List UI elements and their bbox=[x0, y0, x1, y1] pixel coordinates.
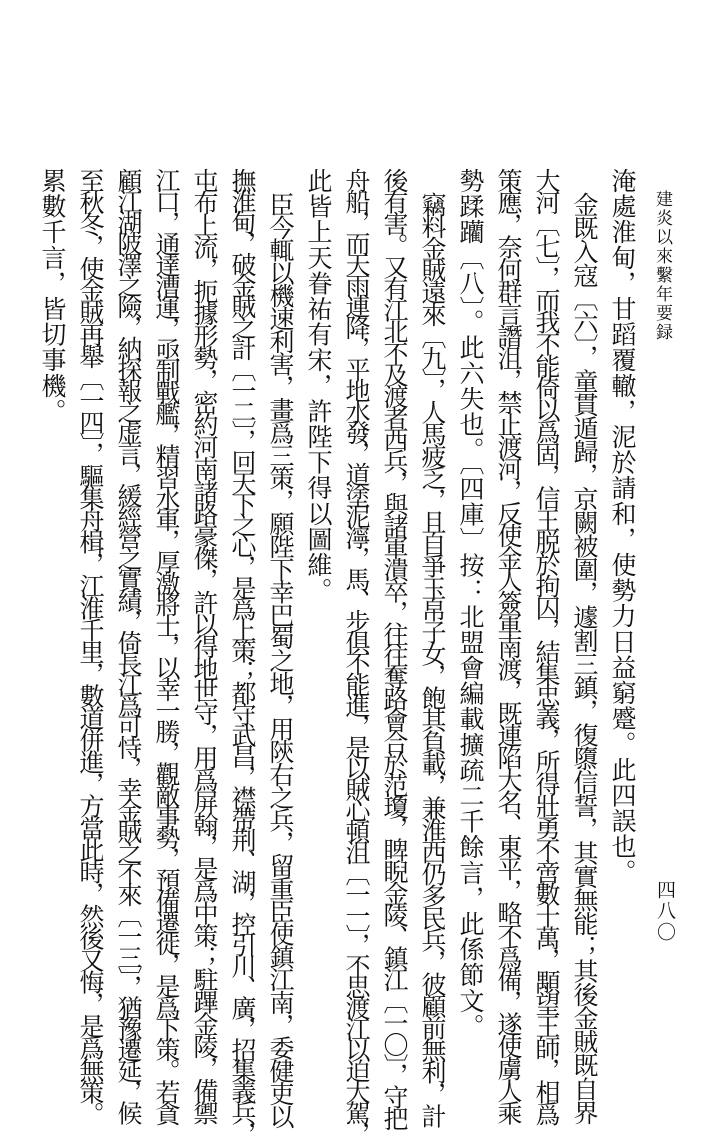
text-column: 至秋冬，使金賊再舉〔一四〕，驅集舟楫，江淮千里，數道併進，方當此時，然後又悔，是爲無策。 bbox=[76, 168, 105, 1124]
text-column: 竊料金賊遠來〔九〕，人馬疲乏，且自爭玉帛子女，飽其負載，兼淮西仍多民兵，彼顧前無利，計 bbox=[418, 192, 447, 1126]
page-number: 四八〇 bbox=[654, 880, 676, 943]
text-column: 大河〔七〕，而我不能倚以爲固，信王脱於拘囚，結集忠義，所得壯勇不啻數十萬，顒望王師，相爲 bbox=[532, 168, 561, 1124]
text-column: 策應，奈何群言譖沮，禁止渡河，反使金人簽軍南渡，既連陷大名、東平，略不爲備，遂使虜人乘 bbox=[494, 168, 523, 1123]
text-column: 江口，通達漕運，亟制戰艦，精習水軍，厚激將士，以幸一勝，觀敵事勢，預備遷徙，是爲下策。若貪 bbox=[152, 168, 181, 1123]
text-column: 此皆上天眷祐有宋，許陛下得以圖維。 bbox=[304, 168, 333, 604]
text-column: 撫淮甸，破金賊之計〔一二〕，回天下之心，是爲上策；都守武昌，襟帶荆、湖，控引川、廣，招集義兵， bbox=[228, 168, 257, 1143]
text-column: 臣今輒以機速利害，畫爲三策，願陛下幸巴蜀之地，用陝右之兵，留重臣使鎮江南，委健吏以 bbox=[266, 192, 295, 1127]
text-column: 淹處淮甸，甘蹈覆轍，泥於請和，使勢力日益窮蹙。此四誤也。 bbox=[608, 168, 637, 885]
text-column: 後有害。又有江北不及渡者西兵，與諸軍潰卒，往往奪路會合於范瓊，睥睨金陵、鎮江〔一〇〕，守把 bbox=[380, 168, 409, 1128]
text-column: 金既入寇〔六〕，童貫遁歸，京闕被圍，遽割三鎮，復隳信誓，其實無能；其後金賊既自界 bbox=[570, 192, 599, 1124]
text-column: 顧江湖陂澤之險，納探報之虚言，緩經營之實績，倚長江爲可恃，幸金賊之不來〔一三〕，猶豫遷延，候 bbox=[114, 168, 143, 1122]
text-column: 累數千言，皆切事機。 bbox=[38, 168, 67, 424]
text-column: 屯布上流，扼據形勢，密約河南諸路豪傑，許以得地世守，用爲屏翰，是爲中策；駐蹕金陵，備禦 bbox=[190, 168, 219, 1123]
text-column: 勢蹂躪〔八〕。此六失也。〔四庫〕按：北盟會編載擴疏二千餘言，此係節文。 bbox=[456, 168, 485, 1039]
running-header-title: 建炎以來繫年要録 bbox=[652, 190, 672, 342]
text-column: 舟船，而天雨連降，平地水發，道塗泥濘，馬、步俱不能進，是以賊心頓沮〔一一〕，不思渡江以迫大駕， bbox=[342, 168, 371, 1143]
